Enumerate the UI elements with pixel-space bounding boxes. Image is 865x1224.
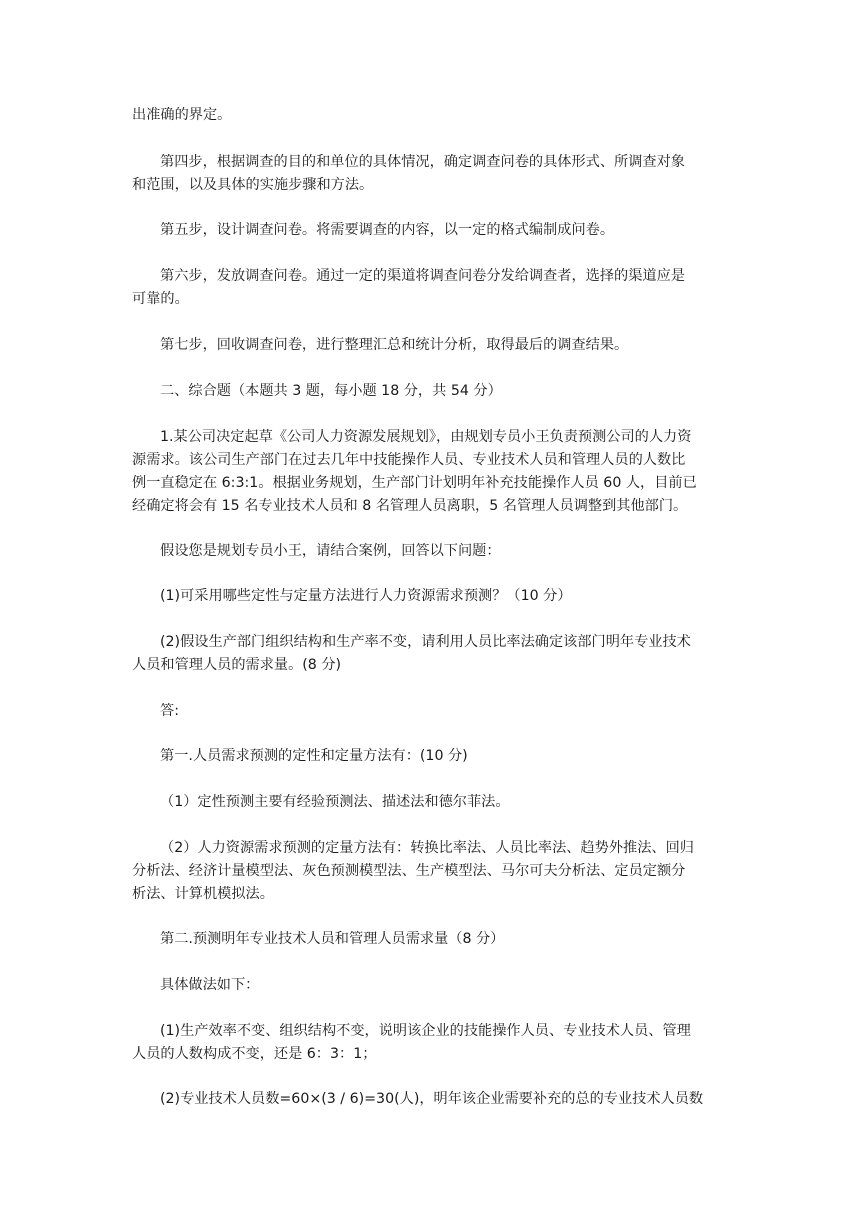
paragraph-question-1 [132,585,736,608]
text-line: 人员的人数构成不变，还是 6：3：1； [132,1046,377,1062]
text-line: 第五步，设计调查问卷。将需要调查的内容，以一定的格式编制成问卷。 [160,222,615,238]
text-line: 第六步，发放调查问卷。通过一定的渠道将调查问卷分发给调查者，选择的渠道应是 [160,268,685,284]
text-line: 第一.人员需求预测的定性和定量方法有：(10 分) [160,748,468,764]
paragraph-answer-part-1 [132,745,736,768]
text-line: 第二.预测明年专业技术人员和管理人员需求量（8 分） [160,931,505,947]
text-line: 1.某公司决定起草《公司人力资源发展规划》，由规划专员小王负责预测公司的人力资 [160,429,692,445]
text-line: 例一直稳定在 6:3:1。根据业务规划，生产部门计划明年补充技能操作人员 60 人，目前已 [132,475,697,491]
text-line: 出准确的界定。 [132,107,232,123]
paragraph-qualitative [132,791,736,814]
text-line: (1)生产效率不变、组织结构不变，说明该企业的技能操作人员、专业技术人员、管理 [160,1023,691,1039]
paragraph-step-2 [132,1088,736,1111]
section-heading [132,380,736,403]
paragraph-step-four [132,151,736,197]
paragraph-quantitative [132,837,736,906]
text-line: （1）定性预测主要有经验预测法、描述法和德尔菲法。 [160,794,510,810]
text-line: 经确定将会有 15 名专业技术人员和 8 名管理人员离职，5 名管理人员调整到其他部门。 [132,498,688,514]
text-line: 源需求。该公司生产部门在过去几年中技能操作人员、专业技术人员和管理人员的人数比 [132,452,686,468]
text-line: （2）人力资源需求预测的定量方法有：转换比率法、人员比率法、趋势外推法、回归 [160,840,694,856]
text-line: (2)假设生产部门组织结构和生产率不变，请利用人员比率法确定该部门明年专业技术 [160,634,691,650]
paragraph-step-six [132,265,736,311]
paragraph-step-1 [132,1020,736,1066]
paragraph-answer-part-2 [132,928,736,951]
paragraph-step-seven [132,334,736,357]
text-line: 答: [160,703,179,719]
paragraph-continuation [132,104,736,127]
text-line: 第七步，回收调查问卷，进行整理汇总和统计分析，取得最后的调查结果。 [160,337,629,353]
text-line: 析法、计算机模拟法。 [132,886,274,902]
text-line: 具体做法如下： [160,977,260,993]
paragraph-method-intro [132,974,736,997]
paragraph-question-2 [132,631,736,677]
text-line: 分析法、经济计量模型法、灰色预测模型法、生产模型法、马尔可夫分析法、定员定额分 [132,863,686,879]
text-line: 人员和管理人员的需求量。(8 分) [132,657,342,673]
paragraph-instruction [132,540,736,563]
text-line: 二、综合题（本题共 3 题，每小题 18 分，共 54 分） [160,383,502,399]
text-line: 可靠的。 [132,291,189,307]
text-line: 假设您是规划专员小王，请结合案例，回答以下问题： [160,543,501,559]
paragraph-step-five [132,219,736,242]
text-line: 和范围，以及具体的实施步骤和方法。 [132,177,374,193]
paragraph-case-question [132,426,736,518]
text-line: (2)专业技术人员数=60×(3 / 6)=30(人)，明年该企业需要补充的总的专业技术人员数 [160,1091,704,1107]
text-line: (1)可采用哪些定性与定量方法进行人力资源需求预测？（10 分） [160,588,572,604]
paragraph-answer-label [132,700,736,723]
text-line: 第四步，根据调查的目的和单位的具体情况，确定调查问卷的具体形式、所调查对象 [160,154,685,170]
